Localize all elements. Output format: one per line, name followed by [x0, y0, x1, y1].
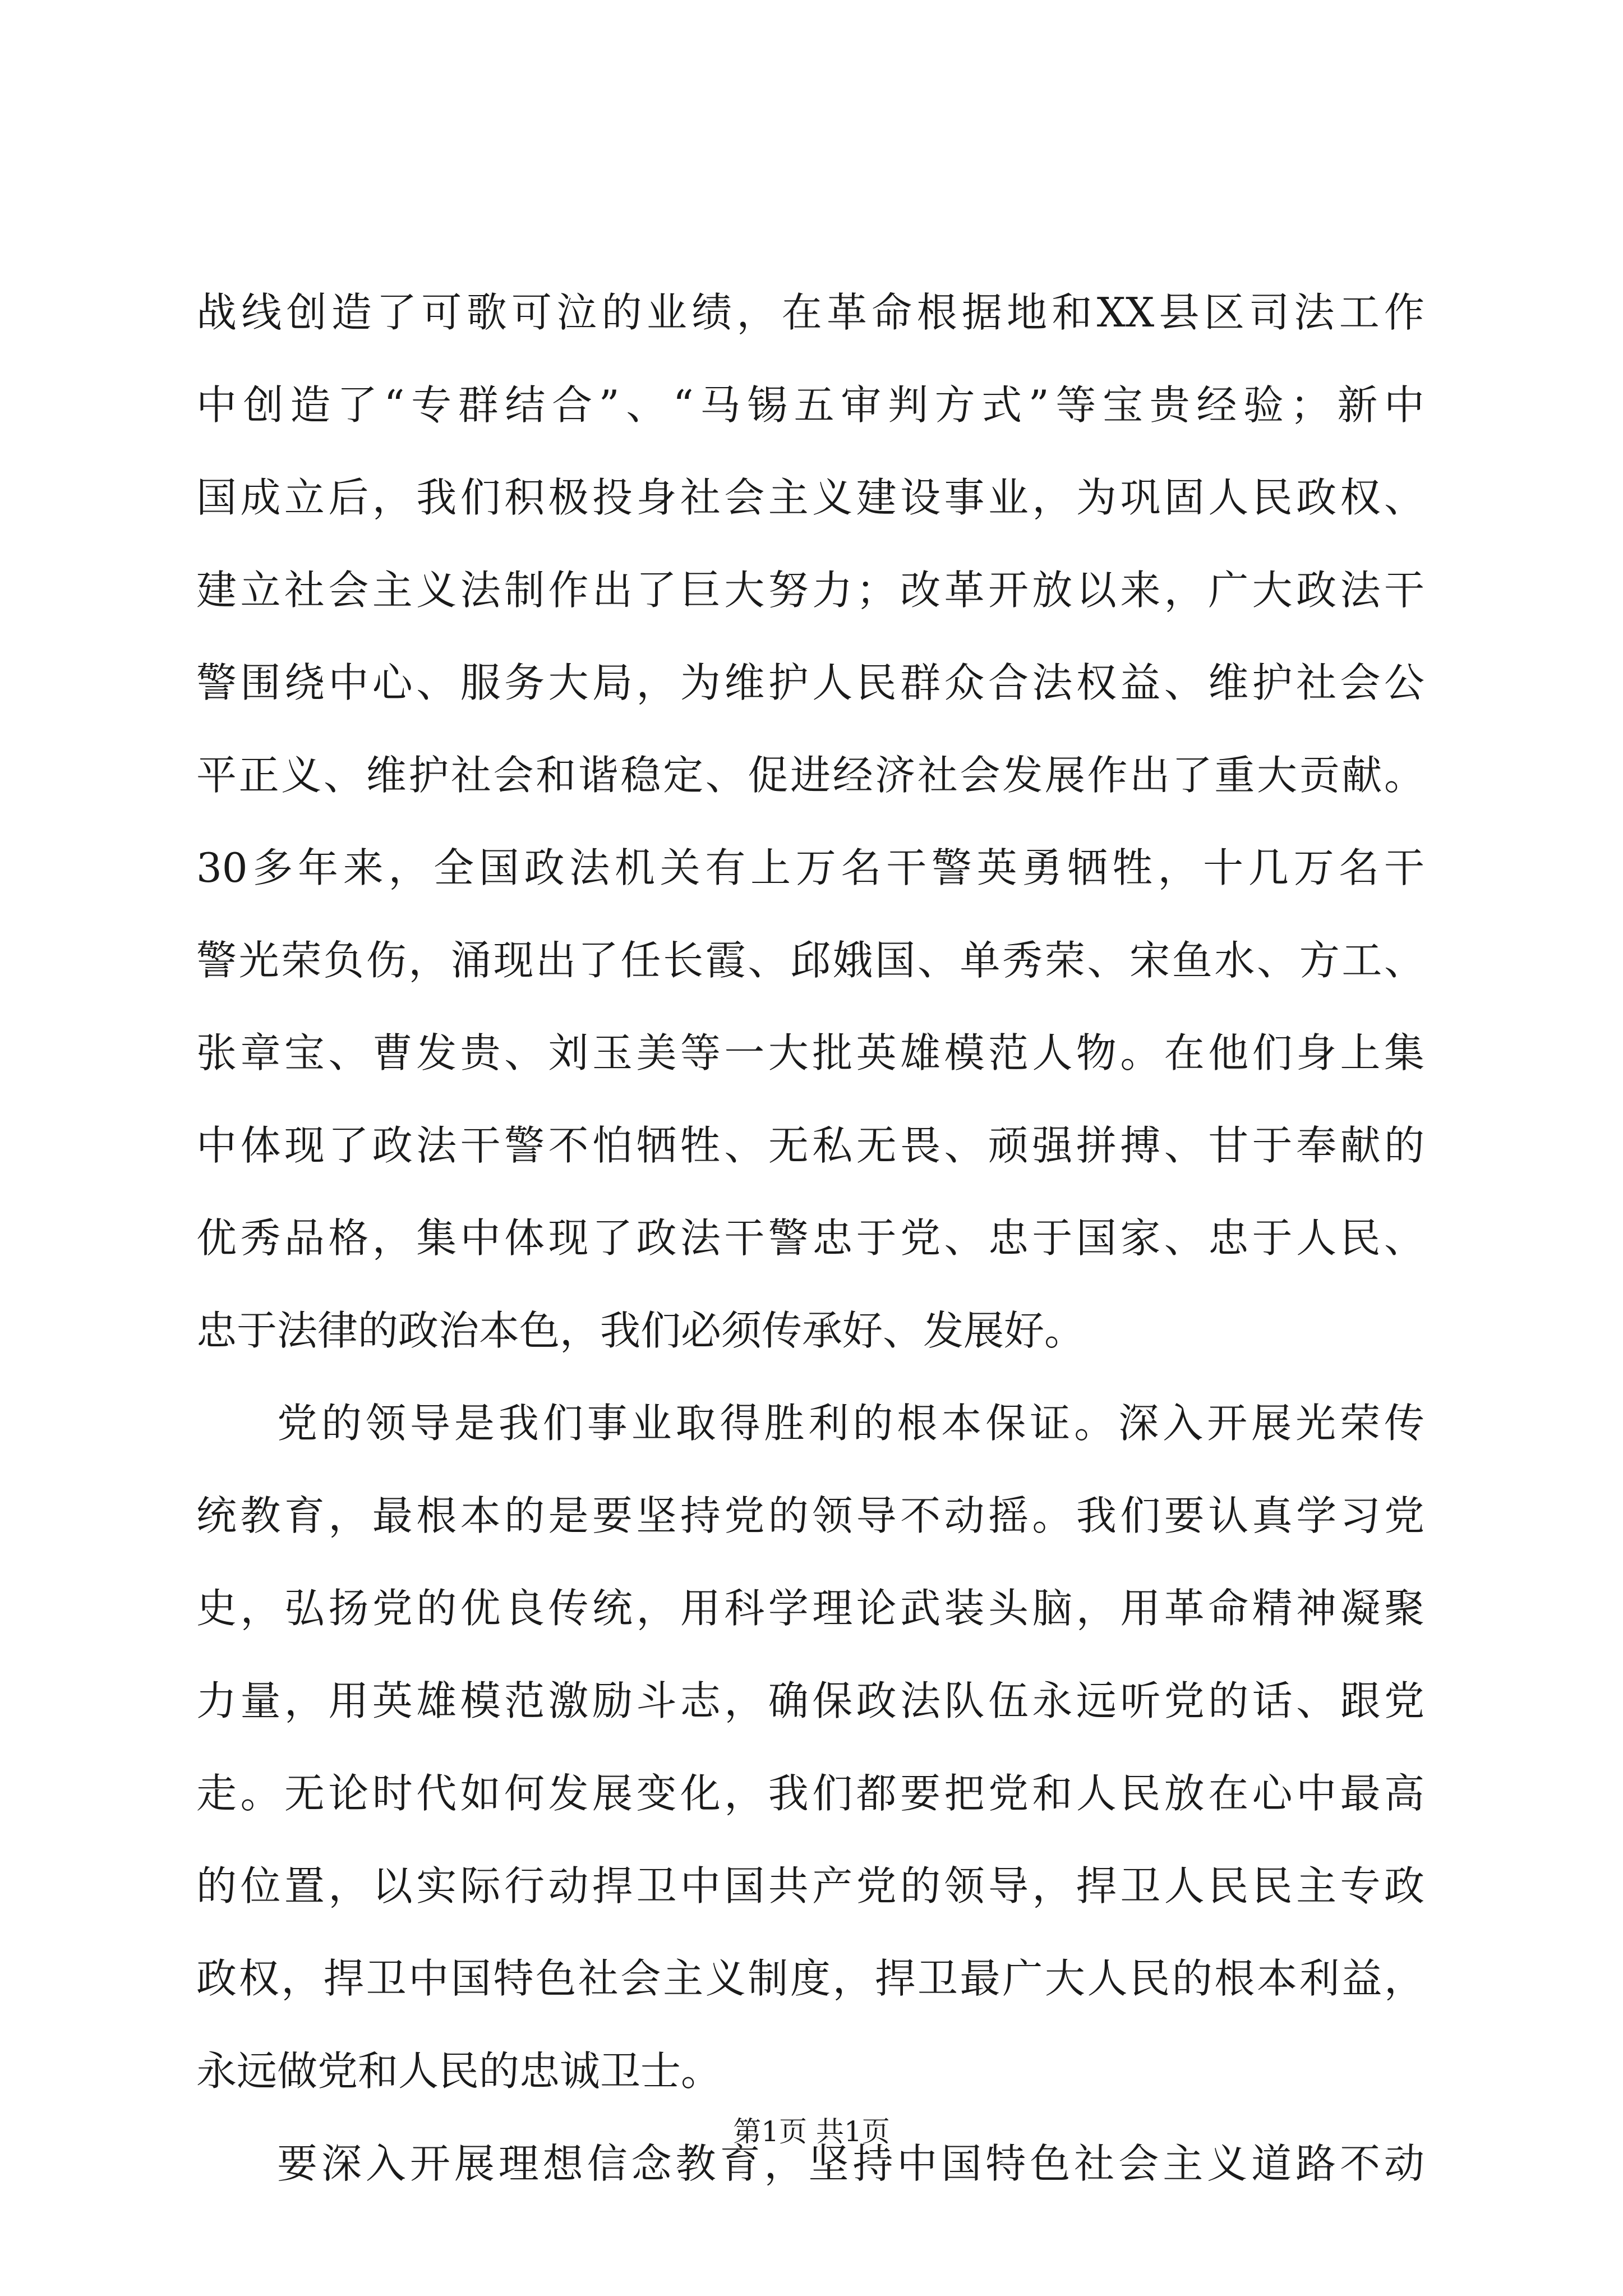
- paragraph-line: 中创造了“专群结合”、“马锡五审判方式”等宝贵经验；新中: [196, 381, 1424, 429]
- paragraph-line: 政权，捍卫中国特色社会主义制度，捍卫最广大人民的根本利益，: [196, 1955, 1424, 2002]
- page-footer: [0, 2109, 1623, 2150]
- paragraph-line: 战线创造了可歌可泣的业绩，在革命根据地和XX县区司法工作: [196, 289, 1424, 336]
- paragraph-line: 永远做党和人民的忠诚卫士。: [196, 2047, 722, 2095]
- paragraph-line: 忠于法律的政治本色，我们必须传承好、发展好。: [196, 1307, 1085, 1354]
- paragraph-line: 警围绕中心、服务大局，为维护人民群众合法权益、维护社会公: [196, 659, 1424, 706]
- paragraph-line: 优秀品格，集中体现了政法干警忠于党、忠于国家、忠于人民、: [196, 1214, 1424, 1262]
- paragraph-line: 力量，用英雄模范激励斗志，确保政法队伍永远听党的话、跟党: [196, 1677, 1424, 1724]
- document-body: [196, 266, 1424, 2210]
- paragraph-line: 走。无论时代如何发展变化，我们都要把党和人民放在心中最高: [196, 1770, 1424, 1817]
- page-number-label: 第1页 共1页: [733, 2115, 890, 2148]
- paragraph-line: 张章宝、曹发贵、刘玉美等一大批英雄模范人物。在他们身上集: [196, 1029, 1424, 1076]
- paragraph-line: 平正义、维护社会和谐稳定、促进经济社会发展作出了重大贡献。: [196, 752, 1424, 799]
- paragraph-line: 的位置，以实际行动捍卫中国共产党的领导，捍卫人民民主专政: [196, 1862, 1424, 1910]
- paragraph-line: 30多年来，全国政法机关有上万名干警英勇牺牲，十几万名干: [196, 844, 1424, 891]
- paragraph-line: 史，弘扬党的优良传统，用科学理论武装头脑，用革命精神凝聚: [196, 1585, 1424, 1632]
- paragraph-line: 国成立后，我们积极投身社会主义建设事业，为巩固人民政权、: [196, 474, 1424, 521]
- paragraph-line: 中体现了政法干警不怕牺牲、无私无畏、顽强拼搏、甘于奉献的: [196, 1122, 1424, 1169]
- paragraph-line: 警光荣负伤，涌现出了任长霞、邱娥国、单秀荣、宋鱼水、方工、: [196, 937, 1424, 984]
- paragraph-2: [196, 1377, 1424, 2118]
- paragraph-line: 要深入开展理想信念教育，坚持中国特色社会主义道路不动: [277, 2140, 1424, 2187]
- paragraph-line: 建立社会主义法制作出了巨大努力；改革开放以来，广大政法干: [196, 567, 1424, 614]
- paragraph-line: 统教育，最根本的是要坚持党的领导不动摇。我们要认真学习党: [196, 1492, 1424, 1539]
- paragraph-1: [196, 266, 1424, 1377]
- paragraph-line: 党的领导是我们事业取得胜利的根本保证。深入开展光荣传: [277, 1400, 1424, 1447]
